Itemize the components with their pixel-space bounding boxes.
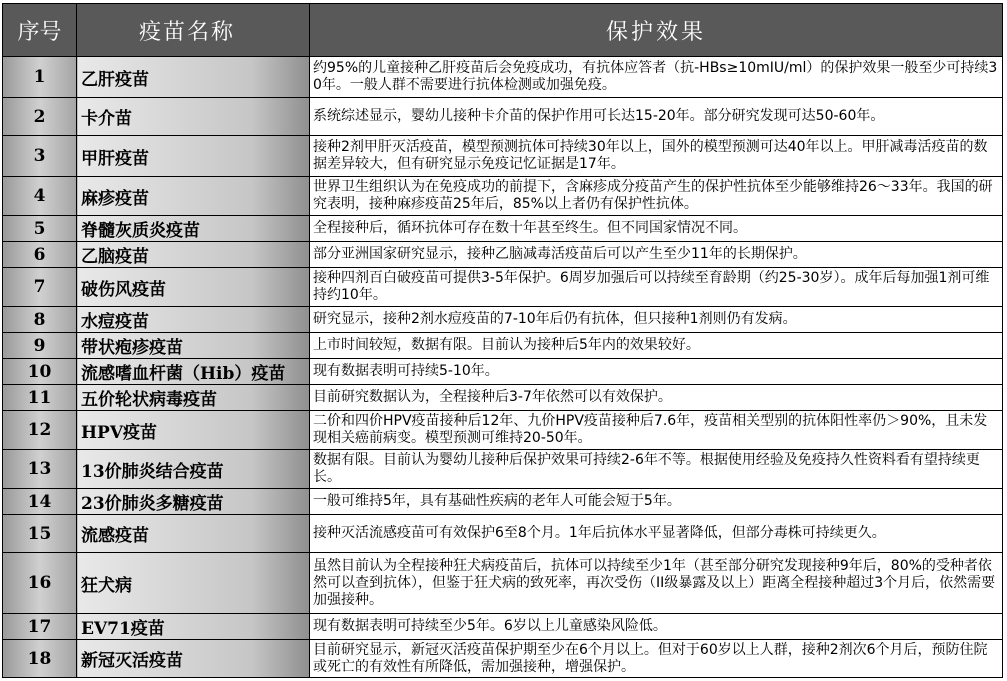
protection-effect: 接种2剂甲肝灭活疫苗，模型预测抗体可持续30年以上，国外的模型预测可达40年以上。甲肝减毒活疫苗的数据差异较大，但有研究显示免疫记忆证据是17年。: [310, 136, 1003, 177]
table-row: [3, 489, 1003, 515]
table-row: [3, 553, 1003, 614]
row-number: 5: [3, 216, 77, 242]
vaccine-name: 流感疫苗: [77, 515, 310, 553]
table-row: [3, 614, 1003, 640]
vaccine-name: 甲肝疫苗: [77, 136, 310, 177]
row-number: 10: [3, 359, 77, 385]
vaccine-name: 卡介苗: [77, 98, 310, 136]
protection-effect: 一般可维持5年，具有基础性疾病的老年人可能会短于5年。: [310, 489, 1003, 515]
row-number: 14: [3, 489, 77, 515]
protection-effect: 世界卫生组织认为在免疫成功的前提下，含麻疹成分疫苗产生的保护性抗体至少能够维持26～33年。我国的研究表明，接种麻疹疫苗25年后，85%以上者仍有保护性抗体。: [310, 177, 1003, 216]
protection-effect: 目前研究显示，新冠灭活疫苗保护期至少在6个月以上。但对于60岁以上人群，接种2剂次6个月后，预防住院或死亡的有效性有所降低，需加强接种，增强保护。: [310, 640, 1003, 678]
table-row: [3, 268, 1003, 307]
row-number: 16: [3, 553, 77, 614]
protection-effect: 数据有限。目前认为婴幼儿接种后保护效果可持续2-6年不等。根据使用经验及免疫持久性资料看有望持续更长。: [310, 450, 1003, 489]
protection-effect: 现有数据表明可持续5-10年。: [310, 359, 1003, 385]
vaccine-name: EV71疫苗: [77, 614, 310, 640]
header-row: [3, 4, 1003, 57]
protection-effect: 目前研究数据认为，全程接种后3-7年依然可以有效保护。: [310, 385, 1003, 411]
vaccine-name: 狂犬病: [77, 553, 310, 614]
row-number: 17: [3, 614, 77, 640]
row-number: 3: [3, 136, 77, 177]
vaccine-name: 水痘疫苗: [77, 307, 310, 333]
vaccine-name: HPV疫苗: [77, 411, 310, 450]
table-row: [3, 333, 1003, 359]
row-number: 15: [3, 515, 77, 553]
row-number: 9: [3, 333, 77, 359]
protection-effect: 二价和四价HPV疫苗接种后12年、九价HPV疫苗接种后7.6年，疫苗相关型别的抗体阳性率仍＞90%，且未发现相关癌前病变。模型预测可维持20-50年。: [310, 411, 1003, 450]
protection-effect: 上市时间较短，数据有限。目前认为接种后5年内的效果较好。: [310, 333, 1003, 359]
vaccine-table: [2, 3, 1003, 678]
row-number: 7: [3, 268, 77, 307]
protection-effect: 现有数据表明可持续至少5年。6岁以上儿童感染风险低。: [310, 614, 1003, 640]
row-number: 11: [3, 385, 77, 411]
protection-effect: 全程接种后，循环抗体可存在数十年甚至终生。但不同国家情况不同。: [310, 216, 1003, 242]
header-name: 疫苗名称: [77, 4, 310, 57]
header-num: 序号: [3, 4, 77, 57]
vaccine-name: 五价轮状病毒疫苗: [77, 385, 310, 411]
vaccine-name: 乙脑疫苗: [77, 242, 310, 268]
vaccine-name: 乙肝疫苗: [77, 57, 310, 98]
header-effect: 保护效果: [310, 4, 1003, 57]
table-row: [3, 359, 1003, 385]
table-row: [3, 242, 1003, 268]
table-row: [3, 411, 1003, 450]
row-number: 6: [3, 242, 77, 268]
vaccine-name: 破伤风疫苗: [77, 268, 310, 307]
table-row: [3, 640, 1003, 678]
table-row: [3, 216, 1003, 242]
table-row: [3, 385, 1003, 411]
table-row: [3, 515, 1003, 553]
protection-effect: 接种四剂百白破疫苗可提供3-5年保护。6周岁加强后可以持续至育龄期（约25-30岁）。成年后每加强1剂可维持约10年。: [310, 268, 1003, 307]
row-number: 2: [3, 98, 77, 136]
vaccine-name: 脊髓灰质炎疫苗: [77, 216, 310, 242]
table-row: [3, 136, 1003, 177]
table-row: [3, 177, 1003, 216]
vaccine-name: 13价肺炎结合疫苗: [77, 450, 310, 489]
table-row: [3, 98, 1003, 136]
vaccine-name: 带状疱疹疫苗: [77, 333, 310, 359]
row-number: 4: [3, 177, 77, 216]
vaccine-name: 流感嗜血杆菌（Hib）疫苗: [77, 359, 310, 385]
table-row: [3, 450, 1003, 489]
row-number: 12: [3, 411, 77, 450]
vaccine-name: 23价肺炎多糖疫苗: [77, 489, 310, 515]
row-number: 8: [3, 307, 77, 333]
protection-effect: 部分亚洲国家研究显示，接种乙脑减毒活疫苗后可以产生至少11年的长期保护。: [310, 242, 1003, 268]
row-number: 13: [3, 450, 77, 489]
vaccine-name: 麻疹疫苗: [77, 177, 310, 216]
protection-effect: 系统综述显示，婴幼儿接种卡介苗的保护作用可长达15-20年。部分研究发现可达50-60年。: [310, 98, 1003, 136]
protection-effect: 接种灭活流感疫苗可有效保护6至8个月。1年后抗体水平显著降低，但部分毒株可持续更久。: [310, 515, 1003, 553]
row-number: 1: [3, 57, 77, 98]
protection-effect: 虽然目前认为全程接种狂犬病疫苗后，抗体可以持续至少1年（甚至部分研究发现接种9年后，80%的受种者依然可以查到抗体），但鉴于狂犬病的致死率，再次受伤（II级暴露及以上）距离全程接种超过3个月后，依然需要加强接种。: [310, 553, 1003, 614]
table-row: [3, 307, 1003, 333]
protection-effect: 约95%的儿童接种乙肝疫苗后会免疫成功，有抗体应答者（抗-HBs≥10mIU/ml）的保护效果一般至少可持续30年。一般人群不需要进行抗体检测或加强免疫。: [310, 57, 1003, 98]
protection-effect: 研究显示，接种2剂水痘疫苗的7-10年后仍有抗体，但只接种1剂则仍有发病。: [310, 307, 1003, 333]
row-number: 18: [3, 640, 77, 678]
vaccine-name: 新冠灭活疫苗: [77, 640, 310, 678]
table-row: [3, 57, 1003, 98]
